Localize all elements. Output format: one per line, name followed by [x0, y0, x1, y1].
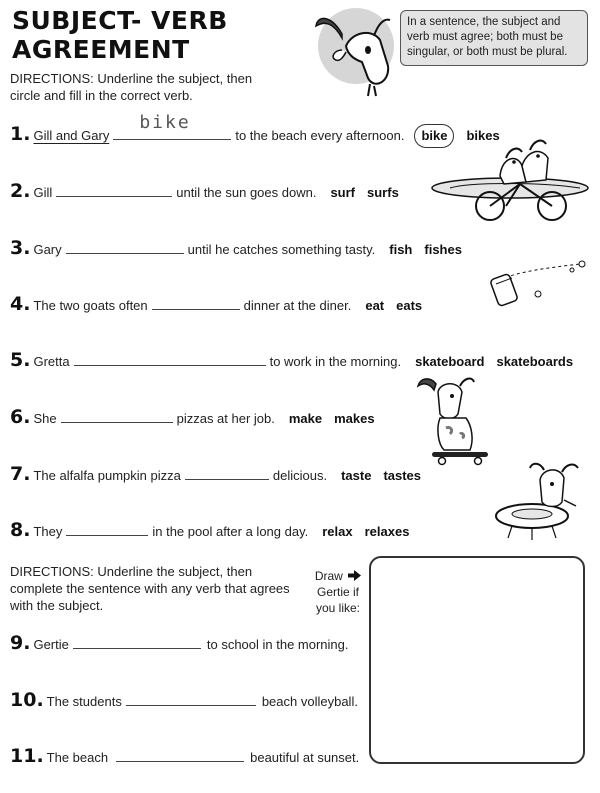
verb-choice-circled[interactable]: bike [414, 124, 454, 148]
verb-choice[interactable]: surf [330, 185, 356, 200]
draw-label-line-2: Gertie if [316, 585, 359, 599]
answer-blank[interactable] [73, 634, 201, 649]
question-number: 11. [10, 745, 44, 767]
handwritten-answer: bike [139, 112, 191, 133]
question-subject: Gary [33, 242, 62, 257]
verb-choice[interactable]: skateboards [496, 354, 574, 369]
question-10 [10, 690, 358, 712]
answer-blank[interactable] [152, 295, 240, 310]
question-5 [10, 350, 573, 372]
draw-label [310, 568, 366, 616]
verb-choice[interactable]: fishes [424, 242, 462, 257]
question-subject: The two goats often [33, 298, 148, 313]
question-number: 2. [10, 180, 31, 202]
question-rest: beautiful at sunset. [250, 750, 360, 765]
page-title [12, 6, 228, 64]
goat-head-icon [312, 6, 404, 98]
verb-choice[interactable]: bikes [466, 128, 500, 143]
question-8 [10, 520, 409, 542]
question-subject: Gill [33, 185, 53, 200]
verb-choice[interactable]: fish [389, 242, 413, 257]
title-line-1: SUBJECT- VERB [12, 6, 228, 35]
verb-choice[interactable]: makes [334, 411, 375, 426]
drawing-area[interactable] [369, 556, 585, 764]
answer-blank[interactable] [113, 112, 231, 140]
question-number: 4. [10, 293, 31, 315]
directions-2: DIRECTIONS: Underline the subject, then complete the sentence with any verb that agrees with the subject. [10, 564, 290, 613]
question-7 [10, 464, 421, 486]
question-3 [10, 238, 462, 260]
goats-tandem-bike-icon [430, 136, 590, 224]
question-rest: beach volleyball. [261, 694, 358, 709]
question-rest: pizzas at her job. [176, 411, 275, 426]
question-4 [10, 294, 422, 316]
answer-blank[interactable] [126, 691, 256, 706]
verb-choice[interactable]: skateboard [415, 354, 485, 369]
question-number: 6. [10, 406, 31, 428]
draw-label-line-3: you like: [315, 601, 361, 615]
question-subject: They [33, 524, 63, 539]
answer-blank[interactable] [185, 465, 269, 480]
question-number: 5. [10, 349, 31, 371]
verb-choice[interactable]: relax [322, 524, 353, 539]
question-1 [10, 112, 500, 148]
verb-choice[interactable]: surfs [367, 185, 399, 200]
soda-can-icon [486, 254, 590, 310]
question-rest: to school in the morning. [206, 637, 349, 652]
question-subject: Gretta [33, 354, 70, 369]
question-2 [10, 181, 399, 203]
question-rest: until the sun goes down. [176, 185, 317, 200]
verb-choice[interactable]: eats [396, 298, 423, 313]
answer-blank[interactable] [66, 521, 148, 536]
question-rest: until he catches something tasty. [187, 242, 376, 257]
question-rest: dinner at the diner. [243, 298, 352, 313]
question-6 [10, 407, 375, 429]
question-number: 1. [10, 123, 31, 145]
answer-blank[interactable] [56, 182, 172, 197]
goat-skateboard-icon [414, 374, 494, 466]
question-subject: The students [46, 694, 122, 709]
question-number: 8. [10, 519, 31, 541]
verb-choice[interactable]: tastes [383, 468, 422, 483]
question-rest: to the beach every afternoon. [235, 128, 405, 143]
answer-blank[interactable] [74, 351, 266, 366]
question-subject: She [33, 411, 57, 426]
question-9 [10, 633, 349, 655]
verb-choice[interactable]: make [288, 411, 323, 426]
question-rest: to work in the morning. [269, 354, 402, 369]
verb-choice[interactable]: eat [365, 298, 385, 313]
tip-box: In a sentence, the subject and verb must agree; both must be singular, or both must be plural. [400, 10, 588, 66]
question-rest: in the pool after a long day. [152, 524, 309, 539]
verb-choice[interactable]: taste [341, 468, 372, 483]
question-number: 9. [10, 632, 31, 654]
goat-pool-float-icon [492, 460, 588, 544]
directions-1: DIRECTIONS: Underline the subject, then circle and fill in the correct verb. [10, 71, 253, 103]
arrow-right-icon [348, 570, 361, 581]
answer-blank[interactable] [61, 408, 173, 423]
answer-blank[interactable] [66, 239, 184, 254]
draw-label-line-1: Draw [310, 568, 366, 584]
question-number: 10. [10, 689, 44, 711]
title-line-2: AGREEMENT [12, 35, 190, 64]
answer-blank[interactable] [116, 747, 244, 762]
question-subject: The beach [46, 750, 109, 765]
verb-choice[interactable]: relaxes [364, 524, 410, 539]
question-subject: The alfalfa pumpkin pizza [33, 468, 181, 483]
question-number: 3. [10, 237, 31, 259]
question-11 [10, 746, 359, 768]
question-subject: Gertie [33, 637, 69, 652]
question-subject: Gill and Gary [33, 128, 110, 143]
question-rest: delicious. [272, 468, 328, 483]
question-number: 7. [10, 463, 31, 485]
